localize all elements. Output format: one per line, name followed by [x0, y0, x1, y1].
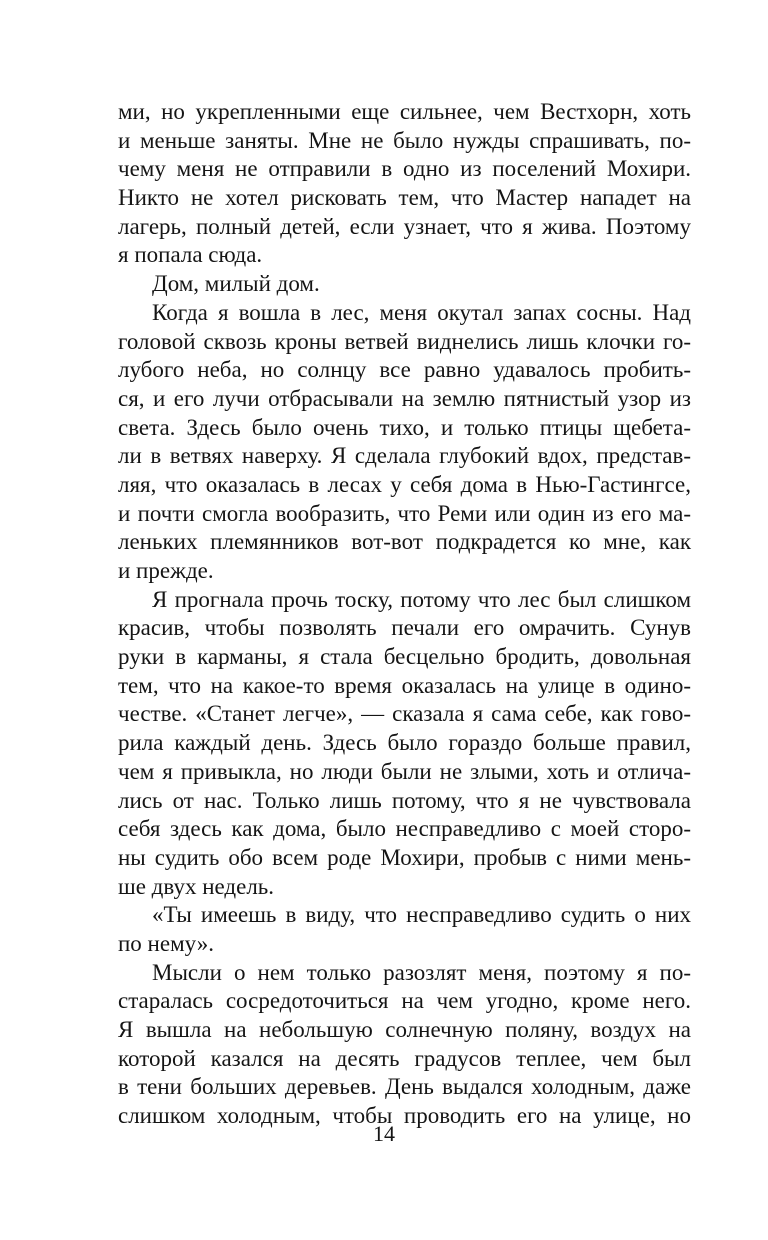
text-line: я попала сюда.: [118, 242, 263, 268]
text-line: лагерь, полный детей, если узнает, что я жива. Поэтому: [118, 213, 691, 239]
text-line: и меньше заняты. Мне не было нужды спрашивать, по-: [118, 127, 691, 153]
text-line: тем, что на какое-то время оказалась на улице в одино-: [118, 672, 691, 698]
text-line: руки в карманы, я стала бесцельно бродить, довольная: [118, 644, 691, 670]
text-line: Никто не хотел рисковать тем, что Мастер нападет на: [118, 185, 691, 211]
text-line: головой сквозь кроны ветвей виднелись лишь клочки го-: [118, 328, 691, 354]
text-line: света. Здесь было очень тихо, и только птицы щебета-: [118, 414, 691, 440]
text-line: и прежде.: [118, 558, 214, 583]
text-line: по нему».: [118, 930, 214, 956]
text-line: которой казался на десять градусов теплее, чем был: [118, 1045, 691, 1071]
text-line: честве. «Станет легче», — сказала я сама себе, как гово-: [118, 701, 691, 727]
text-line: ся, и его лучи отбрасывали на землю пятнистый узор из: [118, 385, 691, 411]
text-line: и почти смогла вообразить, что Реми или один из его ма-: [118, 500, 691, 526]
text-line: ляя, что оказалась в лесах у себя дома в Нью-Гастингсе,: [118, 471, 691, 497]
text-line: себя здесь как дома, было несправедливо с моей сторо-: [118, 816, 691, 842]
page-number: 14: [373, 1121, 395, 1146]
text-line: ше двух недель.: [118, 873, 275, 899]
body-text: [118, 98, 691, 1131]
text-line: Когда я вошла в лес, меня окутал запах сосны. Над: [152, 299, 691, 325]
text-line: старалась сосредоточиться на чем угодно, кроме него.: [118, 988, 691, 1014]
text-line: красив, чтобы позволять печали его омрачить. Сунув: [118, 615, 691, 641]
text-line: Я прогнала прочь тоску, потому что лес был слишком: [152, 586, 691, 612]
text-line: Дом, милый дом.: [152, 271, 320, 297]
text-line: чему меня не отправили в одно из поселений Мохири.: [118, 156, 691, 182]
text-line: ми, но укрепленными еще сильнее, чем Вестхорн, хоть: [118, 99, 691, 124]
text-line: «Ты имеешь в виду, что несправедливо судить о них: [152, 902, 691, 928]
text-line: чем я привыкла, но люди были не злыми, хоть и отлича-: [118, 758, 691, 784]
text-line: леньких племянников вот-вот подкрадется ко мне, как: [118, 529, 691, 555]
text-line: в тени больших деревьев. День выдался холодным, даже: [118, 1074, 691, 1100]
text-line: ны судить обо всем роде Мохири, пробыв с ними мень-: [118, 844, 691, 870]
text-line: Я вышла на небольшую солнечную поляну, воздух на: [118, 1017, 691, 1042]
text-line: лись от нас. Только лишь потому, что я не чувствовала: [118, 787, 691, 813]
text-line: рила каждый день. Здесь было гораздо больше правил,: [118, 730, 691, 756]
text-line: слишком холодным, чтобы проводить его на улице, но: [118, 1103, 691, 1129]
text-line: ли в ветвях наверху. Я сделала глубокий вдох, представ-: [118, 443, 691, 469]
text-line: Мысли о нем только разозлят меня, поэтому я по-: [152, 959, 691, 985]
text-line: лубого неба, но солнцу все равно удавалось пробить-: [118, 357, 691, 383]
